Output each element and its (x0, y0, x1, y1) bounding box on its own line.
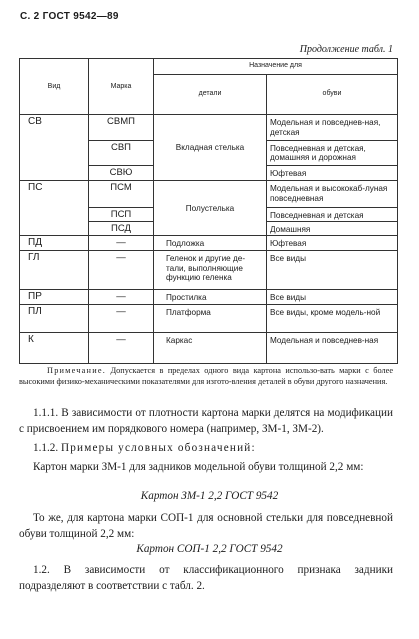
cell-obuv: Повседневная и детская (267, 207, 398, 222)
paragraph-1-2: 1.2. В зависимости от классификационного признака задники подразделяют в соответствии с табл. 2. (19, 564, 393, 593)
example-2-text: То же, для картона марки СОП-1 для основной стельки для повседневной обуви толщиной 2,2 мм: (19, 512, 393, 541)
cell-obuv: Юфтевая (267, 165, 398, 181)
header-detali: детали (154, 74, 267, 115)
paragraph-1-1-1: 1.1.1. В зависимости от плотности картона марки делятся на модификации с присвоением им порядкового номера (например, ЗМ-1, ЗМ-2). (19, 407, 393, 436)
cell-obuv: Все виды (267, 289, 398, 305)
table-row (20, 181, 398, 207)
cell-obuv: Модельная и повседнев-ная, детская (267, 115, 398, 140)
cell-marka: СВЮ (89, 165, 154, 181)
table-row (20, 250, 398, 289)
cell-marka: ПСД (89, 222, 154, 236)
header-obuvi: обуви (267, 74, 398, 115)
cell-marka: — (89, 332, 154, 364)
page-header: С. 2 ГОСТ 9542—89 (20, 11, 119, 22)
cell-vid: ГЛ (20, 250, 89, 289)
table-row (20, 236, 398, 250)
cell-marka: — (89, 289, 154, 305)
cell-obuv: Повседневная и детская, домашняя и дорожная (267, 140, 398, 165)
table-row (20, 289, 398, 305)
cell-obuv: Все виды, кроме модель-ной (267, 305, 398, 332)
cell-detal: Платформа (154, 305, 267, 332)
table-note (19, 366, 393, 388)
table-row (20, 332, 398, 364)
cell-marka: СВП (89, 140, 154, 165)
header-vid: Вид (20, 59, 89, 115)
paragraph-spaced-heading: Примеры условных обозначений: (60, 442, 256, 454)
paragraph-number: 1.1.2. (33, 442, 59, 454)
table-row (20, 115, 398, 140)
cell-obuv: Юфтевая (267, 236, 398, 250)
table-row (20, 305, 398, 332)
materials-table (19, 58, 398, 364)
cell-vid: К (20, 332, 89, 364)
cell-detal: Подложка (154, 236, 267, 250)
note-text: Допускается в пределах одного вида картона использо-вать марки с более высокими физико-механическими показателями для изгото-вления деталей в обуви другого назначения. (19, 366, 394, 386)
cell-vid: ПС (20, 181, 89, 236)
cell-vid: ПР (20, 289, 89, 305)
cell-marka: — (89, 305, 154, 332)
cell-marka: — (89, 236, 154, 250)
cell-marka: ПСМ (89, 181, 154, 207)
cell-detal: Вкладная стелька (154, 115, 267, 181)
example-1-text: Картон марки ЗМ-1 для задников модельной обуви толщиной 2,2 мм: (33, 461, 364, 473)
cell-detal: Простилка (154, 289, 267, 305)
paragraph-1-1-2 (19, 440, 393, 456)
cell-obuv: Модельная и высококаб-луная повседневная (267, 181, 398, 207)
note-label: Примечание. (47, 366, 106, 375)
cell-vid: СВ (20, 115, 89, 181)
cell-detal: Полустелька (154, 181, 267, 236)
cell-vid: ПЛ (20, 305, 89, 332)
cell-marka: СВМП (89, 115, 154, 140)
designation-1: Картон ЗМ-1 2,2 ГОСТ 9542 (140, 490, 279, 502)
table-continuation-label: Продолжение табл. 1 (299, 44, 393, 55)
header-marka: Марка (89, 59, 154, 115)
header-naznachenie: Назначение для (154, 59, 398, 75)
cell-detal: Каркас (154, 332, 267, 364)
cell-detal: Геленок и другие де-тали, выполняющие функцию геленка (154, 250, 267, 289)
cell-obuv: Все виды (267, 250, 398, 289)
cell-marka: ПСП (89, 207, 154, 222)
cell-marka: — (89, 250, 154, 289)
cell-obuv: Модельная и повседнев-ная (267, 332, 398, 364)
cell-vid: ПД (20, 236, 89, 250)
cell-obuv: Домашняя (267, 222, 398, 236)
designation-2: Картон СОП-1 2,2 ГОСТ 9542 (136, 543, 283, 555)
